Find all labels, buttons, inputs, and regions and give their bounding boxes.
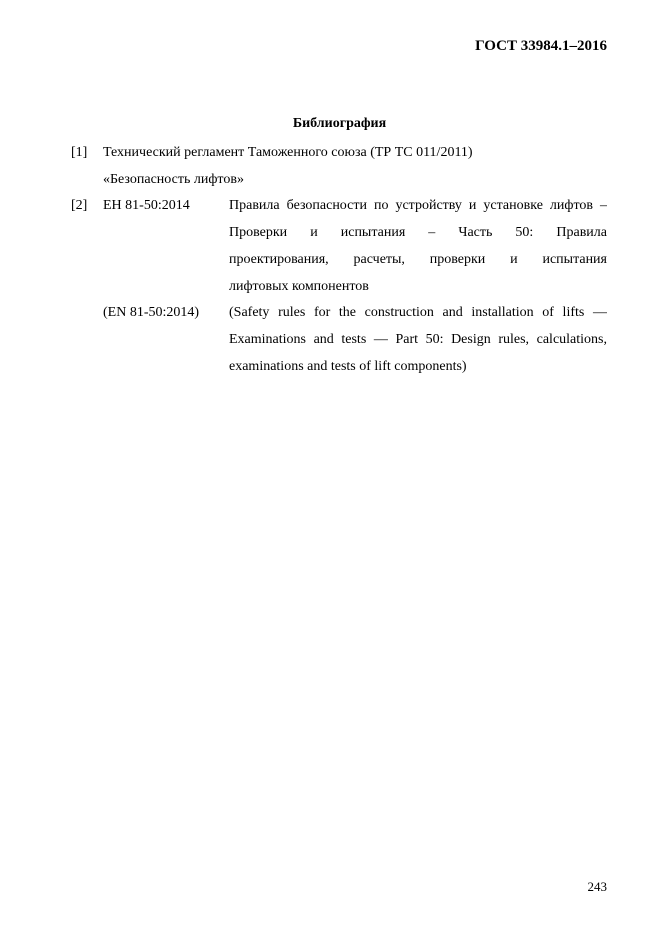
description-line: Проверки и испытания – Часть 50: Правила [229,225,607,240]
entry-number: [2] [71,198,88,213]
entry-original-description [229,299,607,380]
bibliography-entry-1 [0,139,661,193]
bibliography-entry-2 [0,192,661,382]
description-line: лифтовых компонентов [229,279,369,294]
entry-number: [1] [71,145,88,160]
page-number: 243 [587,879,607,894]
entry-standard-code: ЕН 81-50:2014 [103,198,190,213]
entry-title-line: «Безопасность лифтов» [103,172,244,187]
bibliography-title: Библиография [292,116,387,131]
entry-description [229,192,607,300]
entry-original-code: (EN 81-50:2014) [103,305,200,320]
entry-title-line: Технический регламент Таможенного союза (ТР ТС 011/2011) [103,145,473,160]
original-description-line: examinations and tests of lift components) [229,359,467,374]
description-line: Правила безопасности по устройству и установке лифтов – [229,198,607,213]
description-line: проектирования, расчеты, проверки и испытания [229,252,607,267]
original-description-line: Examinations and tests — Part 50: Design rules, calculations, [229,332,607,347]
original-description-line: (Safety rules for the construction and installation of lifts — [229,305,607,320]
document-standard-id: ГОСТ 33984.1–2016 [475,38,607,54]
